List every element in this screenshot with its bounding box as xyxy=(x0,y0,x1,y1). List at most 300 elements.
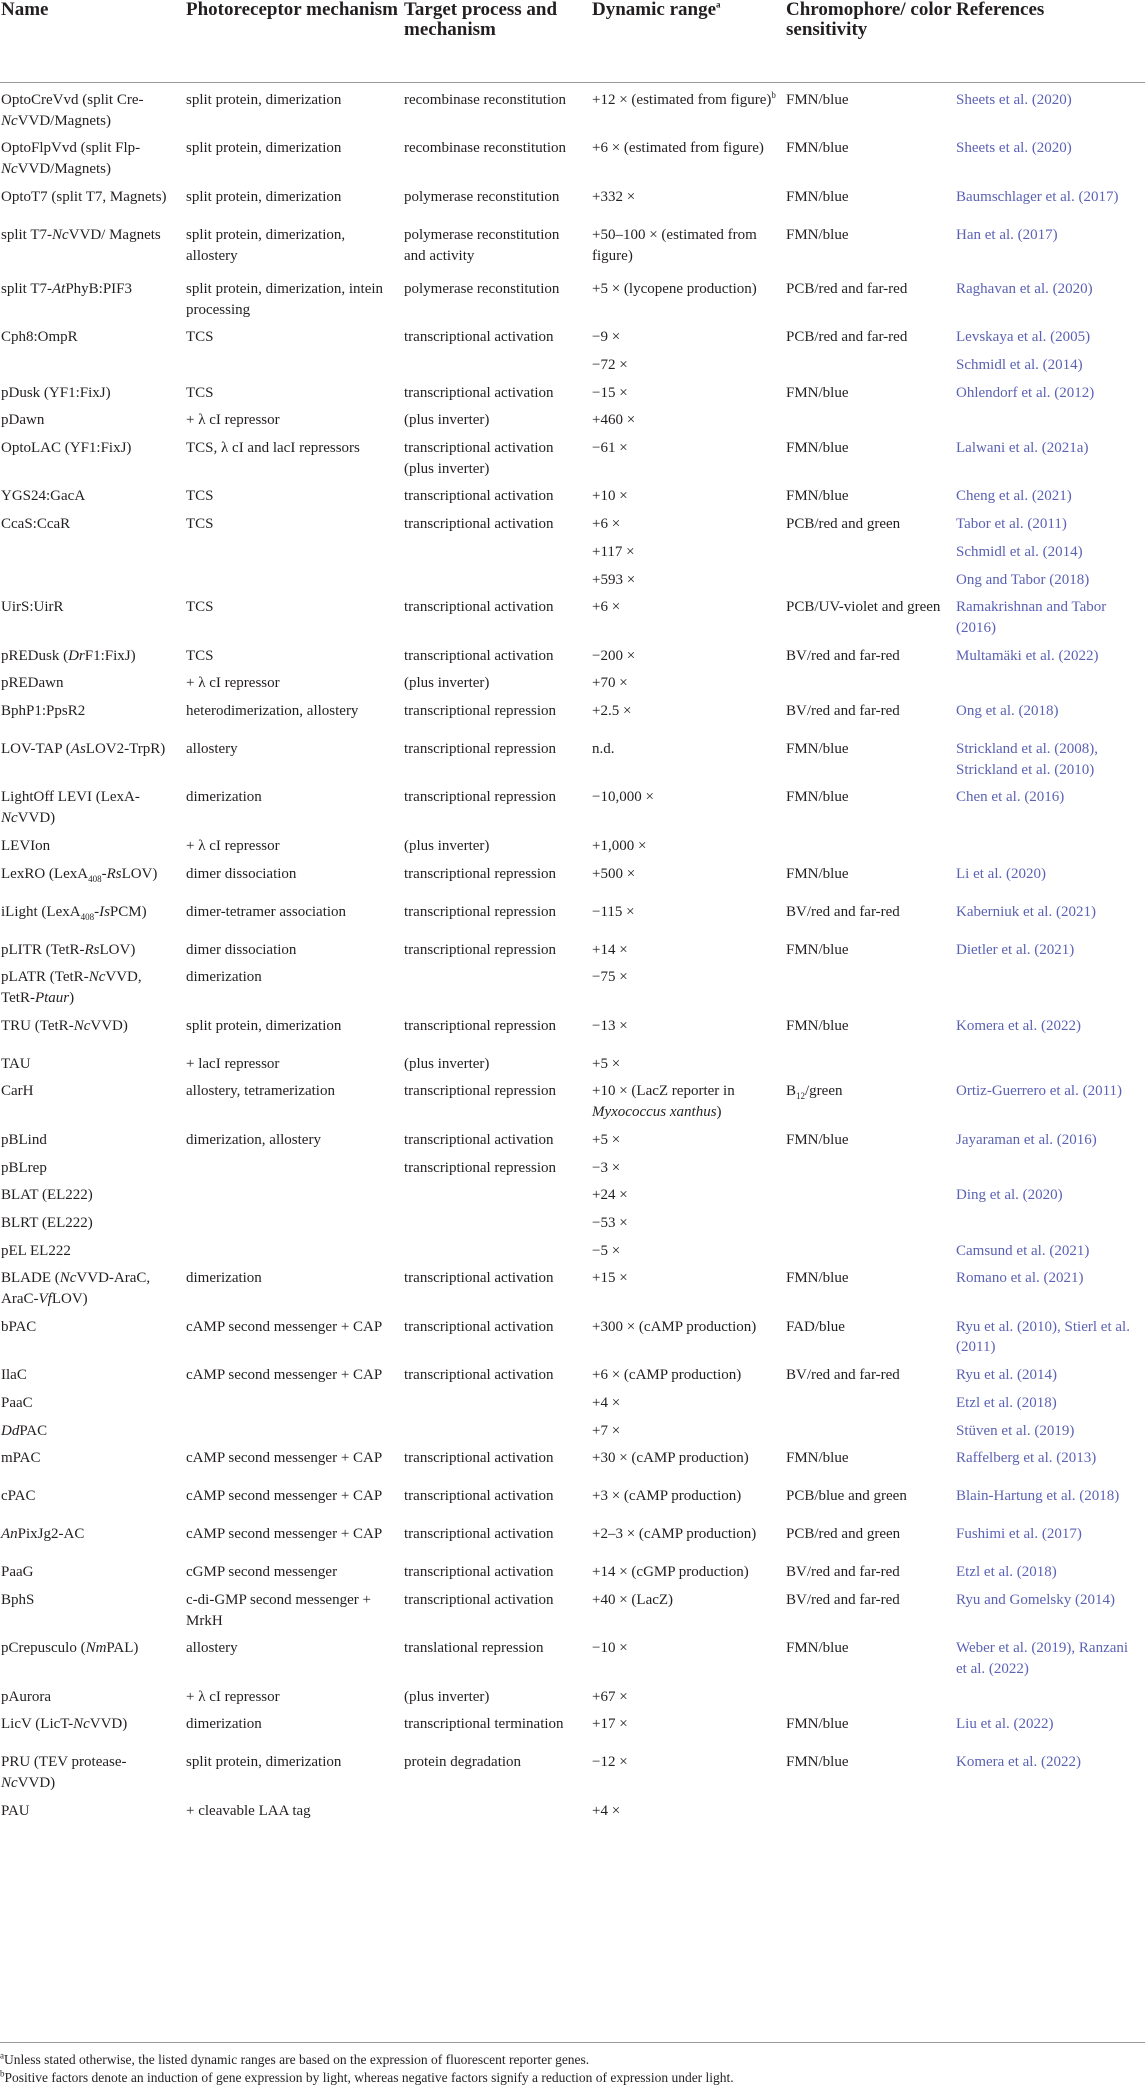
cell-name: split T7-NcVVD/ Magnets xyxy=(1,226,161,243)
header-row xyxy=(0,0,1145,83)
cell-references[interactable]: Ortiz-Guerrero et al. (2011) xyxy=(956,1083,1123,1100)
cell-chromophore: FMN/blue xyxy=(786,1017,849,1034)
column-header-chromophore: Chromophore/ color sensitivity xyxy=(786,0,952,40)
table-row xyxy=(0,535,1145,563)
cell-name: TRU (TetR-NcVVD) xyxy=(1,1017,128,1034)
table-row xyxy=(0,1151,1145,1179)
cell-chromophore: BV/red and far-red xyxy=(786,903,900,920)
table-row xyxy=(0,431,1145,479)
cell-chromophore: FMN/blue xyxy=(786,140,849,157)
cell-name: CarH xyxy=(1,1083,34,1100)
table-row xyxy=(0,1479,1145,1517)
table-row xyxy=(0,376,1145,404)
cell-references[interactable]: Schmidl et al. (2014) xyxy=(956,543,1083,560)
cell-target-process: transcriptional activation xyxy=(404,1526,554,1543)
cell-chromophore xyxy=(786,1234,956,1262)
cell-name: pDawn xyxy=(1,412,45,429)
cell-references xyxy=(956,1151,1145,1179)
cell-dynamic-range: +4 × xyxy=(592,1802,621,1819)
table-row xyxy=(0,960,1145,1008)
cell-target-process: transcriptional activation xyxy=(404,1318,554,1335)
cell-name: split T7-AtPhyB:PIF3 xyxy=(1,280,133,297)
cell-dynamic-range: +6 × xyxy=(592,516,621,533)
cell-photoreceptor-mechanism: + cleavable LAA tag xyxy=(186,1802,311,1819)
cell-dynamic-range: +14 × xyxy=(592,941,628,958)
column-header-target-process: Target process and mechanism xyxy=(404,0,558,40)
cell-references[interactable]: Etzl et al. (2018) xyxy=(956,1564,1057,1581)
table-row xyxy=(0,1310,1145,1358)
cell-photoreceptor-mechanism: TCS xyxy=(186,384,214,401)
cell-photoreceptor-mechanism: + lacI repressor xyxy=(186,1055,280,1072)
cell-name xyxy=(0,348,186,376)
cell-name: BLADE (NcVVD-AraC, AraC-VfLOV) xyxy=(1,1270,151,1308)
cell-dynamic-range: +593 × xyxy=(592,571,636,588)
cell-chromophore: FMN/blue xyxy=(786,789,849,806)
cell-target-process: (plus inverter) xyxy=(404,1055,490,1072)
cell-name: pREDawn xyxy=(1,675,64,692)
cell-photoreceptor-mechanism xyxy=(186,535,404,563)
cell-references xyxy=(956,1206,1145,1234)
cell-references[interactable]: Camsund et al. (2021) xyxy=(956,1242,1090,1259)
cell-references[interactable]: Raffelberg et al. (2013) xyxy=(956,1450,1097,1467)
cell-photoreceptor-mechanism: TCS, λ cI and lacI repressors xyxy=(186,440,360,457)
cell-references xyxy=(956,1680,1145,1708)
cell-chromophore: BV/red and far-red xyxy=(786,647,900,664)
cell-target-process xyxy=(404,1206,592,1234)
cell-name: CcaS:CcaR xyxy=(1,516,71,533)
cell-photoreceptor-mechanism xyxy=(186,1206,404,1234)
cell-target-process: transcriptional activation xyxy=(404,1131,554,1148)
cell-chromophore: FMN/blue xyxy=(786,1640,849,1657)
cell-references[interactable]: Lalwani et al. (2021a) xyxy=(956,440,1089,457)
cell-target-process: (plus inverter) xyxy=(404,412,490,429)
cell-dynamic-range: −10,000 × xyxy=(592,789,654,806)
cell-references xyxy=(956,1047,1145,1075)
cell-photoreceptor-mechanism xyxy=(186,1414,404,1442)
cell-target-process xyxy=(404,1414,592,1442)
cell-target-process: (plus inverter) xyxy=(404,675,490,692)
table-row xyxy=(0,563,1145,591)
cell-photoreceptor-mechanism: cAMP second messenger + CAP xyxy=(186,1318,383,1335)
cell-target-process: polymerase reconstitution and activity xyxy=(404,226,560,264)
cell-chromophore: FMN/blue xyxy=(786,188,849,205)
cell-target-process: transcriptional repression xyxy=(404,865,557,882)
cell-references[interactable]: Weber et al. (2019), Ranzani et al. (2022) xyxy=(956,1640,1129,1678)
cell-dynamic-range: +12 × (estimated from figure)$^b$ xyxy=(592,90,776,108)
cell-photoreceptor-mechanism: TCS xyxy=(186,329,214,346)
cell-references[interactable]: Kaberniuk et al. (2021) xyxy=(956,903,1096,920)
cell-chromophore: FMN/blue xyxy=(786,1131,849,1148)
table-row xyxy=(0,1074,1145,1122)
cell-chromophore: PCB/blue and green xyxy=(786,1488,907,1505)
cell-dynamic-range: +6 × (estimated from figure) xyxy=(592,140,764,157)
cell-target-process: recombinase reconstitution xyxy=(404,140,567,157)
cell-photoreceptor-mechanism: cAMP second messenger + CAP xyxy=(186,1450,383,1467)
cell-name: bPAC xyxy=(1,1318,37,1335)
cell-photoreceptor-mechanism: split protein, dimerization, allostery xyxy=(186,226,346,264)
cell-references[interactable]: Dietler et al. (2021) xyxy=(956,941,1075,958)
cell-name: pCrepusculo (NmPAL) xyxy=(1,1640,139,1657)
cell-target-process xyxy=(404,1178,592,1206)
cell-photoreceptor-mechanism: heterodimerization, allostery xyxy=(186,703,359,720)
cell-references[interactable]: Ramakrishnan and Tabor (2016) xyxy=(956,599,1107,636)
table-row xyxy=(0,1123,1145,1151)
cell-name: pREDusk (DrF1:FixJ) xyxy=(1,647,136,664)
cell-target-process: transcriptional activation xyxy=(404,1270,554,1287)
cell-chromophore xyxy=(786,1206,956,1234)
cell-name: BLAT (EL222) xyxy=(1,1187,93,1204)
cell-photoreceptor-mechanism: TCS xyxy=(186,647,214,664)
cell-dynamic-range: +10 × (LacZ reporter in Myxococcus xanthus) xyxy=(592,1083,735,1121)
cell-name: UirS:UirR xyxy=(1,599,64,616)
table-row xyxy=(0,1234,1145,1262)
cell-name: pAurora xyxy=(1,1688,51,1705)
table-row xyxy=(0,131,1145,179)
cell-target-process: transcriptional activation xyxy=(404,329,554,346)
cell-dynamic-range: +4 × xyxy=(592,1394,621,1411)
cell-dynamic-range: +10 × xyxy=(592,488,628,505)
cell-dynamic-range: +17 × xyxy=(592,1716,628,1733)
cell-target-process: transcriptional termination xyxy=(404,1716,564,1733)
cell-target-process xyxy=(404,563,592,591)
cell-chromophore: FMN/blue xyxy=(786,741,849,758)
cell-dynamic-range: +500 × xyxy=(592,865,636,882)
cell-chromophore: BV/red and far-red xyxy=(786,1564,900,1581)
cell-dynamic-range: +5 × xyxy=(592,1055,621,1072)
cell-chromophore xyxy=(786,535,956,563)
cell-photoreceptor-mechanism: allostery xyxy=(186,1640,238,1657)
cell-dynamic-range: −115 × xyxy=(592,903,635,920)
cell-chromophore: FMN/blue xyxy=(786,1270,849,1287)
cell-name: OptoT7 (split T7, Magnets) xyxy=(1,188,167,205)
cell-references[interactable]: Ryu and Gomelsky (2014) xyxy=(956,1591,1115,1608)
cell-photoreceptor-mechanism: + λ cI repressor xyxy=(186,837,280,854)
cell-target-process: transcriptional activation xyxy=(404,516,554,533)
cell-chromophore: $B_{12}$/green xyxy=(786,1083,843,1102)
column-header-references: References xyxy=(956,0,1045,20)
cell-target-process: transcriptional activation xyxy=(404,488,554,505)
cell-chromophore: FMN/blue xyxy=(786,865,849,882)
cell-references[interactable]: Ong and Tabor (2018) xyxy=(956,571,1090,588)
cell-name: PaaG xyxy=(1,1564,34,1581)
cell-chromophore xyxy=(786,403,956,431)
cell-dynamic-range: +300 × (cAMP production) xyxy=(592,1318,757,1335)
cell-chromophore: FMN/blue xyxy=(786,1450,849,1467)
cell-references[interactable]: Blain-Hartung et al. (2018) xyxy=(956,1488,1120,1505)
cell-photoreceptor-mechanism: + λ cI repressor xyxy=(186,1688,280,1705)
table-row xyxy=(0,1441,1145,1479)
cell-references[interactable]: Sheets et al. (2020) xyxy=(956,140,1072,157)
footnote: $^a$Unless stated otherwise, the listed dynamic ranges are based on the expression of fluorescent reporter genes. xyxy=(0,2050,590,2067)
cell-references[interactable]: Stüven et al. (2019) xyxy=(956,1422,1075,1439)
cell-target-process: polymerase reconstitution xyxy=(404,280,560,297)
cell-chromophore: FMN/blue xyxy=(786,488,849,505)
cell-dynamic-range: +15 × xyxy=(592,1270,628,1287)
table-row xyxy=(0,180,1145,218)
cell-name: LexRO (LexA$_{408}$-RsLOV) xyxy=(1,865,158,884)
cell-chromophore: FMN/blue xyxy=(786,440,849,457)
cell-chromophore xyxy=(786,1414,956,1442)
cell-photoreceptor-mechanism: + λ cI repressor xyxy=(186,412,280,429)
cell-chromophore: PCB/red and green xyxy=(786,516,901,533)
cell-target-process: protein degradation xyxy=(404,1754,522,1771)
cell-dynamic-range: +2–3 × (cAMP production) xyxy=(592,1526,757,1543)
cell-references[interactable]: Han et al. (2017) xyxy=(956,226,1058,243)
cell-dynamic-range: +117 × xyxy=(592,543,635,560)
cell-chromophore xyxy=(786,1178,956,1206)
cell-photoreceptor-mechanism: dimerization xyxy=(186,1270,262,1287)
cell-references[interactable]: Sheets et al. (2020) xyxy=(956,92,1072,108)
cell-dynamic-range: +24 × xyxy=(592,1187,628,1204)
cell-chromophore: BV/red and far-red xyxy=(786,1367,900,1384)
table-row xyxy=(0,1583,1145,1631)
cell-references[interactable]: Komera et al. (2022) xyxy=(956,1017,1081,1034)
table-row xyxy=(0,1261,1145,1309)
table-row xyxy=(0,1707,1145,1745)
cell-references[interactable]: Ohlendorf et al. (2012) xyxy=(956,384,1095,401)
cell-name: LOV-TAP (AsLOV2-TrpR) xyxy=(1,741,166,758)
table-row xyxy=(0,1414,1145,1442)
cell-references[interactable]: Komera et al. (2022) xyxy=(956,1754,1081,1771)
footnote-marker: a xyxy=(716,0,721,10)
table-body xyxy=(0,83,1145,1822)
cell-references[interactable]: Ryu et al. (2014) xyxy=(956,1367,1058,1384)
cell-dynamic-range: −200 × xyxy=(592,647,636,664)
cell-target-process xyxy=(404,1794,592,1822)
cell-references[interactable]: Levskaya et al. (2005) xyxy=(956,329,1091,346)
table-row xyxy=(0,1745,1145,1793)
cell-name: OptoFlpVvd (split Flp-NcVVD/Magnets) xyxy=(1,140,141,178)
cell-references[interactable]: Tabor et al. (2011) xyxy=(956,516,1067,533)
cell-photoreceptor-mechanism: TCS xyxy=(186,488,214,505)
cell-chromophore xyxy=(786,1794,956,1822)
cell-references[interactable]: Fushimi et al. (2017) xyxy=(956,1526,1082,1543)
cell-name: LightOff LEVI (LexA-NcVVD) xyxy=(1,789,140,827)
cell-target-process xyxy=(404,1386,592,1414)
cell-target-process: transcriptional repression xyxy=(404,903,557,920)
cell-chromophore xyxy=(786,348,956,376)
cell-name: DdPAC xyxy=(1,1422,48,1439)
cell-name: pLATR (TetR-NcVVD, TetR-Ptaur) xyxy=(1,969,142,1006)
cell-target-process: transcriptional activation xyxy=(404,1591,554,1608)
cell-photoreceptor-mechanism xyxy=(186,1151,404,1179)
cell-name: iLight (LexA$_{408}$-IsPCM) xyxy=(1,903,147,922)
table-row xyxy=(0,694,1145,732)
cell-references xyxy=(956,829,1145,857)
table-row xyxy=(0,1555,1145,1583)
table-row xyxy=(0,479,1145,507)
cell-target-process: transcriptional activation xyxy=(404,1367,554,1384)
cell-dynamic-range: −12 × xyxy=(592,1754,628,1771)
cell-dynamic-range: −53 × xyxy=(592,1214,628,1231)
column-header-photoreceptor-mechanism: Photoreceptor mechanism xyxy=(186,0,398,20)
cell-dynamic-range: −72 × xyxy=(592,356,628,373)
cell-chromophore xyxy=(786,666,956,694)
cell-target-process: transcriptional repression xyxy=(404,1083,557,1100)
cell-references[interactable]: Raghavan et al. (2020) xyxy=(956,280,1093,297)
cell-photoreceptor-mechanism: TCS xyxy=(186,599,214,616)
table-row xyxy=(0,1517,1145,1555)
footnote: $^b$Positive factors denote an induction of gene expression by light, whereas negative factors signify a reduction of expression under light. xyxy=(0,2068,734,2085)
cell-photoreceptor-mechanism: dimer dissociation xyxy=(186,941,297,958)
cell-name: BphS xyxy=(1,1591,35,1608)
cell-dynamic-range: −9 × xyxy=(592,329,621,346)
table-row xyxy=(0,857,1145,895)
cell-dynamic-range: +14 × (cGMP production) xyxy=(592,1564,749,1581)
cell-target-process: transcriptional activation xyxy=(404,1450,554,1467)
cell-photoreceptor-mechanism: cAMP second messenger + CAP xyxy=(186,1367,383,1384)
cell-target-process: transcriptional activation xyxy=(404,1564,554,1581)
cell-chromophore xyxy=(786,960,956,1008)
cell-dynamic-range: −15 × xyxy=(592,384,628,401)
cell-references[interactable]: Ryu et al. (2010), Stierl et al. (2011) xyxy=(956,1318,1130,1356)
cell-target-process: transcriptional repression xyxy=(404,703,557,720)
table-row xyxy=(0,829,1145,857)
cell-target-process: transcriptional activation xyxy=(404,599,554,616)
cell-photoreceptor-mechanism xyxy=(186,348,404,376)
cell-references xyxy=(956,1794,1145,1822)
table-row xyxy=(0,1009,1145,1047)
cell-target-process: transcriptional repression xyxy=(404,741,557,758)
cell-name: OptoCreVvd (split Cre-NcVVD/Magnets) xyxy=(1,92,144,129)
cell-references[interactable]: Li et al. (2020) xyxy=(956,865,1046,882)
cell-references[interactable]: Cheng et al. (2021) xyxy=(956,488,1072,505)
cell-references[interactable]: Romano et al. (2021) xyxy=(956,1270,1084,1287)
cell-references[interactable]: Strickland et al. (2008), Strickland et al. (2010) xyxy=(956,741,1099,778)
cell-target-process xyxy=(404,960,592,1008)
table-row xyxy=(0,1206,1145,1234)
cell-photoreceptor-mechanism: c-di-GMP second messenger + MrkH xyxy=(186,1591,371,1629)
table-row xyxy=(0,320,1145,348)
cell-name: YGS24:GacA xyxy=(1,488,86,505)
cell-name: BLRT (EL222) xyxy=(1,1214,93,1231)
cell-references[interactable]: Multamäki et al. (2022) xyxy=(956,647,1099,664)
cell-references[interactable]: Ong et al. (2018) xyxy=(956,703,1059,720)
cell-target-process: polymerase reconstitution xyxy=(404,188,560,205)
cell-name: LicV (LicT-NcVVD) xyxy=(1,1716,128,1733)
cell-chromophore: FMN/blue xyxy=(786,226,849,243)
table-row xyxy=(0,1794,1145,1822)
cell-chromophore: FMN/blue xyxy=(786,92,849,108)
cell-photoreceptor-mechanism: dimerization xyxy=(186,1716,262,1733)
cell-target-process: transcriptional repression xyxy=(404,1159,557,1176)
cell-references xyxy=(956,666,1145,694)
cell-name: pBLind xyxy=(1,1131,47,1148)
cell-chromophore: BV/red and far-red xyxy=(786,1591,900,1608)
cell-references[interactable]: Ding et al. (2020) xyxy=(956,1187,1063,1204)
cell-chromophore: BV/red and far-red xyxy=(786,703,900,720)
cell-photoreceptor-mechanism: dimer-tetramer association xyxy=(186,903,347,920)
cell-dynamic-range: −75 × xyxy=(592,969,628,986)
cell-name: IlaC xyxy=(1,1367,27,1384)
cell-target-process: (plus inverter) xyxy=(404,837,490,854)
cell-dynamic-range: +460 × xyxy=(592,412,636,429)
cell-dynamic-range: +332 × xyxy=(592,188,636,205)
cell-target-process: (plus inverter) xyxy=(404,1688,490,1705)
cell-target-process: transcriptional activation xyxy=(404,647,554,664)
cell-target-process: transcriptional repression xyxy=(404,789,557,806)
table-row xyxy=(0,895,1145,933)
cell-dynamic-range: +6 × (cAMP production) xyxy=(592,1367,742,1384)
cell-dynamic-range: +40 × (LacZ) xyxy=(592,1591,674,1608)
table-row xyxy=(0,272,1145,320)
cell-photoreceptor-mechanism: cAMP second messenger + CAP xyxy=(186,1526,383,1543)
table-row xyxy=(0,1680,1145,1708)
cell-chromophore: FMN/blue xyxy=(786,1716,849,1733)
cell-chromophore: FMN/blue xyxy=(786,1754,849,1771)
cell-name: PRU (TEV protease-NcVVD) xyxy=(1,1754,127,1792)
cell-photoreceptor-mechanism: split protein, dimerization xyxy=(186,188,342,205)
cell-dynamic-range: −61 × xyxy=(592,440,628,457)
cell-dynamic-range: +5 × (lycopene production) xyxy=(592,280,757,297)
cell-photoreceptor-mechanism: TCS xyxy=(186,516,214,533)
cell-dynamic-range: +3 × (cAMP production) xyxy=(592,1488,742,1505)
cell-photoreceptor-mechanism: dimerization xyxy=(186,789,262,806)
table-row xyxy=(0,1047,1145,1075)
cell-chromophore: FMN/blue xyxy=(786,384,849,401)
cell-references[interactable]: Liu et al. (2022) xyxy=(956,1716,1054,1733)
cell-name: pBLrep xyxy=(1,1159,47,1176)
cell-references[interactable]: Schmidl et al. (2014) xyxy=(956,356,1083,373)
cell-dynamic-range: +67 × xyxy=(592,1688,628,1705)
cell-photoreceptor-mechanism: cAMP second messenger + CAP xyxy=(186,1488,383,1505)
cell-name: PaaC xyxy=(1,1394,33,1411)
cell-dynamic-range: −3 × xyxy=(592,1159,621,1176)
cell-dynamic-range: −10 × xyxy=(592,1640,628,1657)
cell-references[interactable]: Etzl et al. (2018) xyxy=(956,1394,1057,1411)
table-row xyxy=(0,1358,1145,1386)
cell-references[interactable]: Chen et al. (2016) xyxy=(956,789,1065,806)
cell-chromophore xyxy=(786,563,956,591)
cell-chromophore xyxy=(786,1386,956,1414)
cell-photoreceptor-mechanism: allostery xyxy=(186,741,238,758)
table-row xyxy=(0,590,1145,638)
table-row xyxy=(0,83,1145,132)
cell-photoreceptor-mechanism: cGMP second messenger xyxy=(186,1564,338,1581)
cell-dynamic-range: +70 × xyxy=(592,675,628,692)
cell-name: mPAC xyxy=(1,1450,41,1467)
cell-dynamic-range: n.d. xyxy=(592,741,615,758)
table-row xyxy=(0,639,1145,667)
cell-chromophore: PCB/UV-violet and green xyxy=(786,599,941,616)
cell-name xyxy=(0,535,186,563)
cell-chromophore: FAD/blue xyxy=(786,1318,845,1335)
table-row xyxy=(0,507,1145,535)
cell-dynamic-range: +5 × xyxy=(592,1131,621,1148)
cell-target-process xyxy=(404,348,592,376)
column-header-dynamic-range: Dynamic range$^a$ xyxy=(592,0,721,20)
cell-name: OptoLAC (YF1:FixJ) xyxy=(1,440,132,457)
cell-references[interactable]: Baumschlager et al. (2017) xyxy=(956,188,1119,205)
cell-photoreceptor-mechanism: split protein, dimerization xyxy=(186,140,342,157)
cell-photoreceptor-mechanism: + λ cI repressor xyxy=(186,675,280,692)
table-row xyxy=(0,1386,1145,1414)
cell-photoreceptor-mechanism xyxy=(186,1386,404,1414)
cell-photoreceptor-mechanism: dimerization xyxy=(186,969,262,986)
cell-references[interactable]: Jayaraman et al. (2016) xyxy=(956,1131,1097,1148)
table-row xyxy=(0,666,1145,694)
cell-dynamic-range: +30 × (cAMP production) xyxy=(592,1450,749,1467)
cell-photoreceptor-mechanism: allostery, tetramerization xyxy=(186,1083,335,1100)
cell-target-process: transcriptional activation xyxy=(404,1488,554,1505)
cell-chromophore xyxy=(786,1047,956,1075)
cell-chromophore: PCB/red and far-red xyxy=(786,329,908,346)
cell-name: BphP1:PpsR2 xyxy=(1,703,86,720)
table-row xyxy=(0,933,1145,961)
column-header-name: Name xyxy=(1,0,49,20)
cell-dynamic-range: +1,000 × xyxy=(592,837,647,854)
cell-name: pLITR (TetR-RsLOV) xyxy=(1,941,136,958)
